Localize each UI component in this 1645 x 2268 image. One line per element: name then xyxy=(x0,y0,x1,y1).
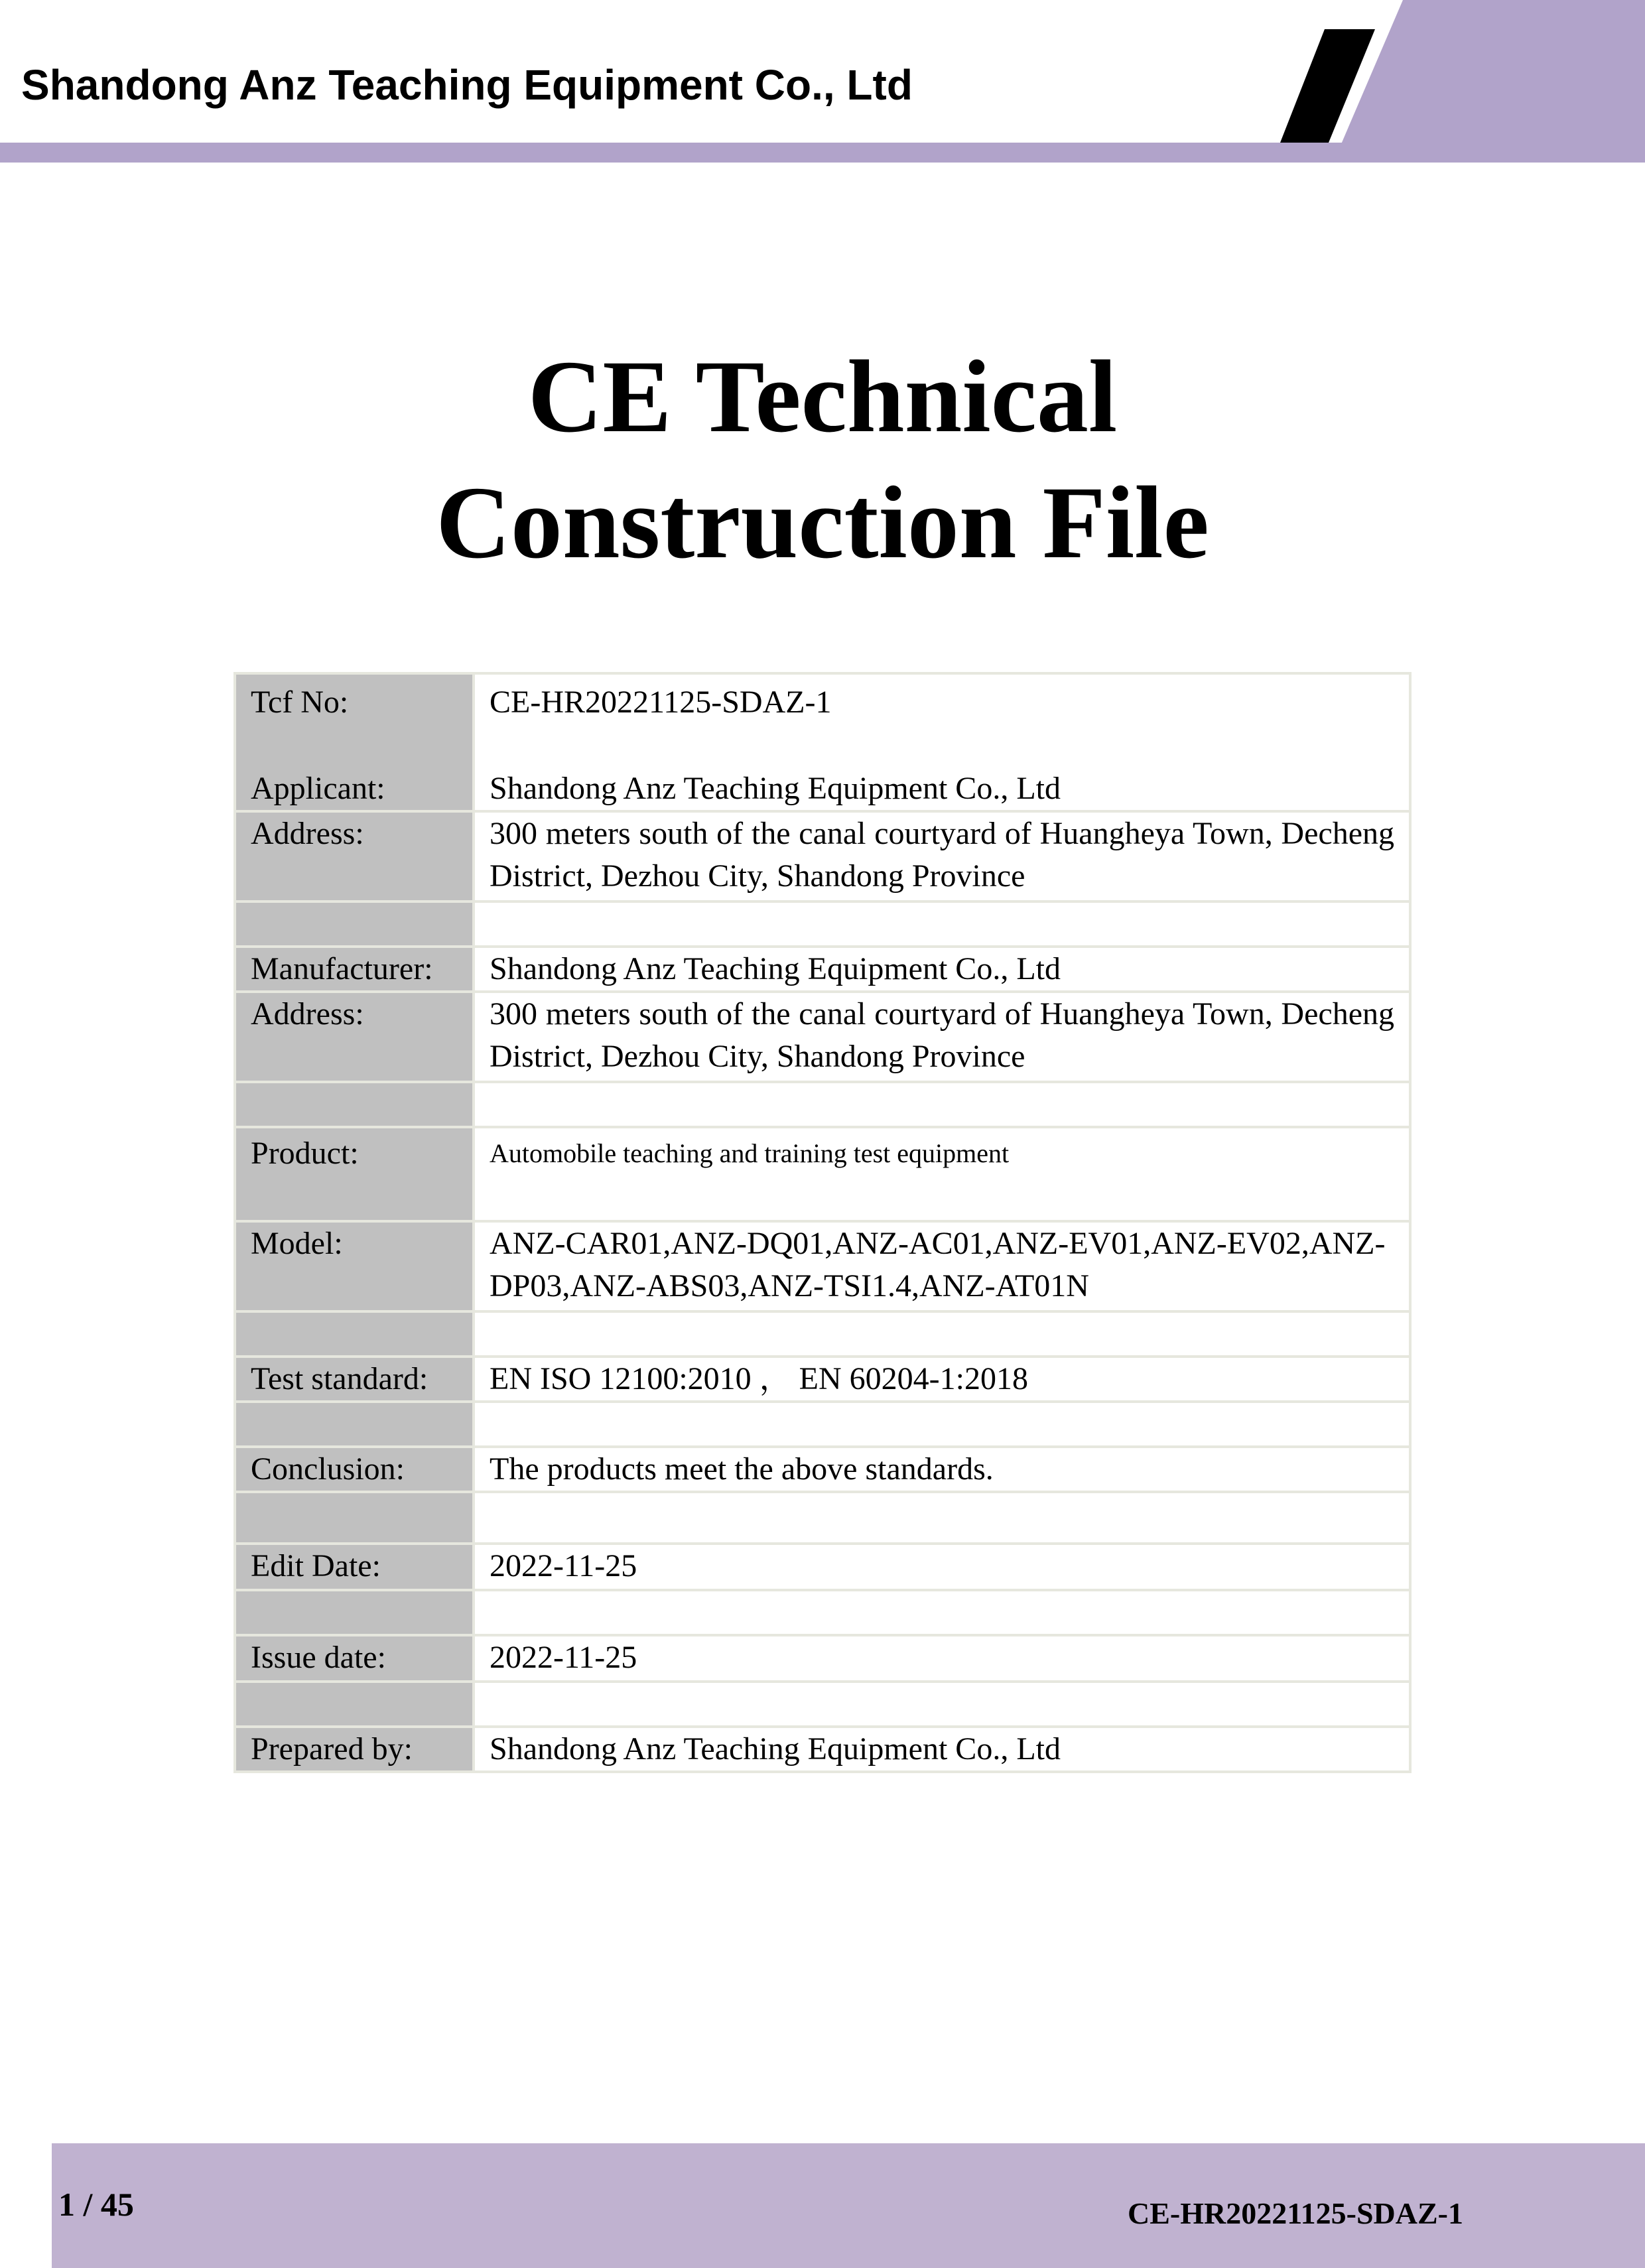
row-test-standard xyxy=(235,1357,1410,1402)
row-spacer-6 xyxy=(235,1590,1410,1635)
spacer-value-cell xyxy=(474,1590,1410,1635)
spacer-value-cell xyxy=(474,1082,1410,1127)
info-table xyxy=(233,672,1412,1773)
row-manufacturer xyxy=(235,947,1410,992)
spacer-label-cell xyxy=(235,1590,474,1635)
tcf-applicant-value-cell xyxy=(474,673,1410,811)
row-spacer-5 xyxy=(235,1492,1410,1544)
row-tcf-applicant xyxy=(235,673,1410,811)
tcf-applicant-label-cell xyxy=(235,673,474,811)
test-standard-value: EN ISO 12100:2010 ， EN 60204-1:2018 xyxy=(474,1357,1410,1402)
address-1-value: 300 meters south of the canal courtyard of Huangheya Town, Decheng District, Dezhou City, Shandong Province xyxy=(474,811,1410,901)
row-address-1 xyxy=(235,811,1410,901)
conclusion-label: Conclusion: xyxy=(235,1447,474,1492)
address-2-label: Address: xyxy=(235,992,474,1082)
address-1-label: Address: xyxy=(235,811,474,901)
conclusion-value: The products meet the above standards. xyxy=(474,1447,1410,1492)
footer-document-code: CE-HR20221125-SDAZ-1 xyxy=(1127,2196,1463,2230)
prepared-by-label: Prepared by: xyxy=(235,1727,474,1772)
document-title-line-1: CE Technical xyxy=(527,339,1118,454)
row-spacer-4 xyxy=(235,1402,1410,1447)
spacer-label-cell xyxy=(235,1402,474,1447)
issue-date-value: 2022-11-25 xyxy=(474,1635,1410,1682)
applicant-value: Shandong Anz Teaching Equipment Co., Ltd xyxy=(490,771,1061,806)
document-title-line-2: Construction File xyxy=(436,465,1209,580)
applicant-label: Applicant: xyxy=(251,771,385,806)
manufacturer-value: Shandong Anz Teaching Equipment Co., Ltd xyxy=(474,947,1410,992)
spacer-value-cell xyxy=(474,1311,1410,1357)
spacer-value-cell xyxy=(474,1682,1410,1727)
spacer-label-cell xyxy=(235,1082,474,1127)
page-number: 1 / 45 xyxy=(58,2186,134,2223)
spacer-label-cell xyxy=(235,1682,474,1727)
row-model xyxy=(235,1221,1410,1311)
spacer-label-cell xyxy=(235,901,474,947)
document-title xyxy=(0,334,1645,586)
row-issue-date xyxy=(235,1635,1410,1682)
spacer-value-cell xyxy=(474,901,1410,947)
test-standard-label: Test standard: xyxy=(235,1357,474,1402)
spacer-value-cell xyxy=(474,1402,1410,1447)
row-spacer-3 xyxy=(235,1311,1410,1357)
tcf-label: Tcf No: xyxy=(251,685,349,720)
header-company-name: Shandong Anz Teaching Equipment Co., Ltd xyxy=(21,61,913,109)
row-spacer-1 xyxy=(235,901,1410,947)
model-value: ANZ-CAR01,ANZ-DQ01,ANZ-AC01,ANZ-EV01,ANZ-EV02,ANZ-DP03,ANZ-ABS03,ANZ-TSI1.4,ANZ-AT01N xyxy=(474,1221,1410,1311)
spacer-label-cell xyxy=(235,1311,474,1357)
edit-date-label: Edit Date: xyxy=(235,1544,474,1590)
spacer-label-cell xyxy=(235,1492,474,1544)
product-value: Automobile teaching and training test equipment xyxy=(474,1127,1410,1221)
manufacturer-label: Manufacturer: xyxy=(235,947,474,992)
prepared-by-value: Shandong Anz Teaching Equipment Co., Ltd xyxy=(474,1727,1410,1772)
row-edit-date xyxy=(235,1544,1410,1590)
header-accent-block xyxy=(1333,0,1645,163)
product-label: Product: xyxy=(235,1127,474,1221)
row-spacer-7 xyxy=(235,1682,1410,1727)
row-conclusion xyxy=(235,1447,1410,1492)
issue-date-label: Issue date: xyxy=(235,1635,474,1682)
row-spacer-2 xyxy=(235,1082,1410,1127)
edit-date-value: 2022-11-25 xyxy=(474,1544,1410,1590)
address-2-value: 300 meters south of the canal courtyard of Huangheya Town, Decheng District, Dezhou City, Shandong Province xyxy=(474,992,1410,1082)
row-prepared-by xyxy=(235,1727,1410,1772)
row-address-2 xyxy=(235,992,1410,1082)
model-label: Model: xyxy=(235,1221,474,1311)
row-product xyxy=(235,1127,1410,1221)
tcf-value: CE-HR20221125-SDAZ-1 xyxy=(490,685,832,720)
spacer-value-cell xyxy=(474,1492,1410,1544)
